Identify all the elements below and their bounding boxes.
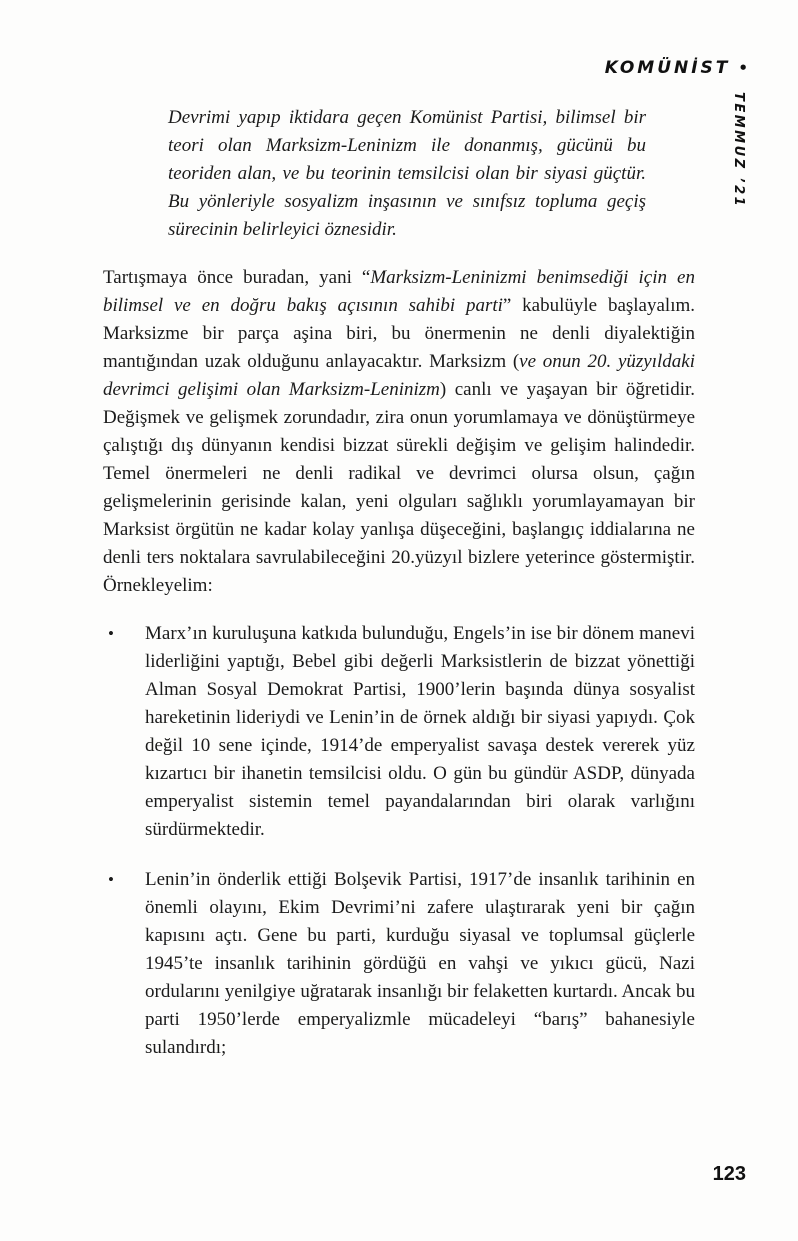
- page-number: 123: [712, 1163, 746, 1185]
- bullet-text: Marx’ın kuruluşuna katkıda bulunduğu, Engels’in ise bir dönem manevi liderliğini yaptığı, Bebel gibi değerli Marksistlerin de bizzat yönettiği Alman Sosyal Demokrat Partisi, 1900’lerin başında dünya sosyalist hareketinin lideriydi ve Lenin’in de örnek aldığı bir siyasi yapıydı. Çok değil 10 sene içinde, 1914’de emperyalist savaşa destek vererek yüz kızartıcı bir ihanetin temsilcisi oldu. O gün bu gündür ASDP, dünyada emperyalist sistemin temel payandalarından biri olarak varlığını sürdürmektedir.: [145, 623, 695, 840]
- bullet-marker: •: [108, 870, 114, 889]
- journal-title: KOMÜNİST: [604, 58, 731, 78]
- issue-date-vertical: TEMMUZ ’21: [731, 92, 746, 209]
- header-bullet: •: [738, 59, 748, 77]
- bullet-item-asdp: [103, 620, 695, 844]
- body-paragraph: Tartışmaya önce buradan, yani “Marksizm-Leninizmi benimsediği için en bilimsel ve en doğru bakış açısının sahibi parti” kabulüyle başlayalım. Marksizme bir parça aşina biri, bu önermenin ne denli diyalektiğin mantığından uzak olduğunu anlayacaktır. Marksizm (ve onun 20. yüzyıldaki devrimci gelişimi olan Marksizm-Leninizm) canlı ve yaşayan bir öğretidir. Değişmek ve gelişmek zorundadır, zira onun yorumlamaya ve dönüştürmeye çalıştığı dış dünyanın kendisi bizzat sürekli değişim ve gelişim halindedir. Temel önermeleri ne denli radikal ve devrimci olursa olsun, çağın gelişmelerinin gerisinde kalan, yeni olguları sağlıklı yorumlayamayan bir Marksist örgütün ne kadar kolay yanlışa düşeceğini, başlangıç iddialarına ne denli ters noktalara savrulabileceğini 20.yüzyıl bizlere yeterince göstermiştir. Örnekleyelim:: [103, 267, 696, 596]
- bullet-marker: •: [108, 624, 114, 643]
- bullet-text: Lenin’in önderlik ettiği Bolşevik Partisi, 1917’de insanlık tarihinin en önemli olayını, Ekim Devrimi’ni zafere ulaştırarak yeni bir çağın kapısını açtı. Gene bu parti, kurduğu siyasal ve toplumsal güçlerle 1945’te insanlık tarihinin gördüğü en vahşi ve yıkıcı gücü, Nazi ordularını yenilgiye uğratarak insanlığı bir felaketten kurtardı. Ancak bu parti 1950’lerde emperyalizmle mücadeleyi “barış” bahanesiyle sulandırdı;: [145, 869, 695, 1058]
- running-head: [605, 58, 748, 78]
- page-content: [103, 104, 695, 1084]
- epigraph-quote: Devrimi yapıp iktidara geçen Komünist Partisi, bilimsel bir teori olan Marksizm-Leninizm ile donanmış, gücünü bu teoriden alan, ve bu teorinin temsilcisi olan bir siyasi güçtür. Bu yönleriyle sosyalizm inşasının ve sınıfsız topluma geçiş sürecinin belirleyici öznesidir.: [168, 107, 646, 240]
- bullet-item-bolshevik: [103, 866, 695, 1062]
